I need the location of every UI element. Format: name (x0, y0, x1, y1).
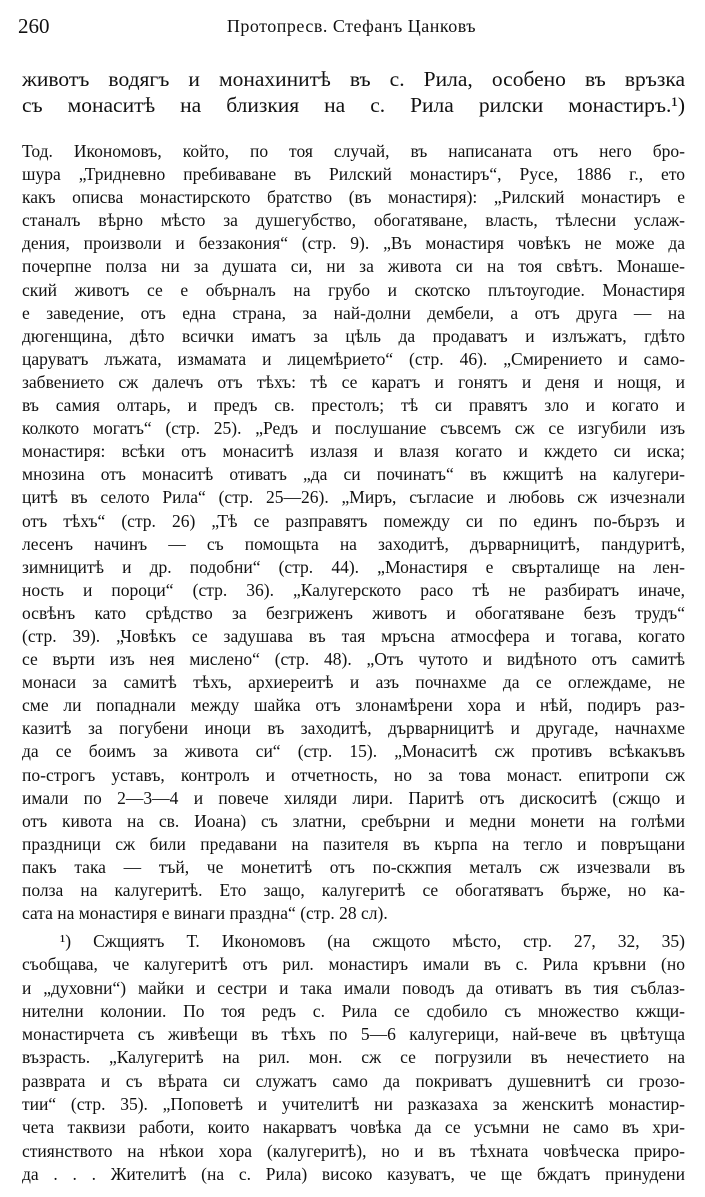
body-line: Тод. Икономовъ, който, по тоя случай, въ написаната отъ него бро- (22, 141, 685, 161)
page-number: 260 (18, 14, 50, 38)
body-line: е заведение, отъ една страна, за най-долни дембели, а отъ друга — на (22, 302, 685, 323)
body-line: какъ описва монастирското братство (въ монастиря): „Рилский монастиръ е (22, 187, 685, 208)
body-line: станалъ вѣрно мѣсто за душегубство, обогатяване, власть, тѣлесни услаж- (22, 210, 685, 231)
body-line: дения, произволи и беззакония“ (стр. 9). „Въ монастиря човѣкъ не може да (22, 233, 685, 254)
body-line: колкото могатъ“ (стр. 25). „Редъ и послушание съвсемъ сж се изгубили изъ (22, 418, 685, 439)
footnote-line: нителни колонии. По тоя редъ с. Рила се сдобило съ множество кжщи- (22, 1000, 685, 1021)
body-line: монастиря: всѣки отъ монаситѣ излазя и влазя когато и кждето си иска; (22, 441, 685, 462)
body-line: забвението сж далечъ отъ тѣхъ: тѣ се каратъ и гонятъ и деня и нощя, и (22, 371, 685, 392)
body-line: шура „Тридневно пребиваване въ Рилский монастиръ“, Русе, 1886 г., ето (22, 164, 685, 185)
body-line: почерпне полза ни за душата си, ни за живота си на тоя свѣтъ. Монаше- (22, 256, 685, 277)
footnote-line: съобщава, че калугеритѣ отъ рил. монастиръ имали въ с. Рила кръвни (но (22, 954, 685, 975)
footnote-line: тии“ (стр. 35). „Поповетѣ и учителитѣ ни разказаха за женскитѣ монастир- (22, 1094, 685, 1115)
footnote-line: разврата и съ вѣрата си служатъ само да покриватъ душевнитѣ си грозо- (22, 1070, 685, 1091)
lead-line: животъ водягъ и монахинитѣ въ с. Рила, особено въ връзка (22, 67, 685, 91)
body-line: царуватъ лъжата, измамата и лицемѣрието“ (стр. 46). „Смирението и само- (22, 348, 685, 369)
footnote-line: монастирчета съ живѣещи въ тѣхъ по 5—6 калугерици, най-вече въ цвѣтуща (22, 1024, 685, 1045)
body-line: въ самия олтарь, и предъ св. престолъ; тѣ си правятъ зло и когато и (22, 395, 685, 416)
body-line: се върти изъ нея мислено“ (стр. 48). „Отъ чутото и видѣното отъ самитѣ (22, 649, 685, 670)
separator-rule (22, 126, 322, 128)
body-line: сме ли попаднали между шайка отъ злонамѣрени хора и нѣй, подиръ раз- (22, 695, 685, 716)
body-line: дюгенщина, дѣто всички иматъ за цѣль да продаватъ и излъжатъ, гдѣто (22, 325, 685, 346)
body-paragraph (22, 140, 685, 925)
page-header (18, 14, 685, 44)
footnote-line: чета таквизи работи, които накарватъ човѣка да се усъмни не само въ хри- (22, 1117, 685, 1138)
footnote-line: да . . . Жителитѣ (на с. Рила) високо казуватъ, че ще бждатъ принудени (22, 1163, 685, 1184)
footnote-line: ¹) Сжщиятъ Т. Икономовъ (на сжщото мѣсто, стр. 27, 32, 35) (60, 931, 685, 951)
body-line: имали по 2—3—4 и повече хиляди лири. Паритѣ отъ дискоситѣ (сжщо и (22, 787, 685, 808)
body-line: казитѣ за погубени иноци въ заходитѣ, дърварницитѣ и другаде, начнахме (22, 718, 685, 739)
footnote-line: възрасть. „Калугеритѣ на рил. мон. сж се погрузили въ нечестието на (22, 1047, 685, 1068)
body-line: (стр. 39). „Човѣкъ се задушава въ тая мръсна атмосфера и тогава, когато (22, 625, 685, 646)
body-line: праздници сж били предавани на пазителя въ кърпа на тегло и повръщани (22, 833, 685, 854)
body-line: зимницитѣ и др. подобни“ (стр. 44). „Монастиря е свърталище на лен- (22, 556, 685, 577)
body-line: отъ тѣхъ“ (стр. 26) „Тѣ се разправятъ помежду си по единъ по-бързъ и (22, 510, 685, 531)
body-line: отъ кивота на св. Иоана) съ златни, сребърни и медни монети на голѣми (22, 810, 685, 831)
body-line: ский животъ се е обърналъ на грубо и скотско плътоугодие. Монастиря (22, 279, 685, 300)
body-line: лесенъ начинъ — съ помощьта на заходитѣ, дърварницитѣ, пандуритѣ, (22, 533, 685, 554)
body-line: по-строгъ уставъ, контролъ и отчетность, но за това монаст. епитропи сж (22, 764, 685, 785)
body-line: полза на калугеритѣ. Ето защо, калугеритѣ се обогатяватъ бърже, но ка- (22, 880, 685, 900)
body-line: пакъ така — тъй, че монетитѣ отъ по-скжпия металъ сж изчезвали въ (22, 856, 685, 877)
lead-line: съ монаситѣ на близкия на с. Рила рилски монастиръ.¹) (22, 93, 685, 117)
footnote-line: и „духовни“) майки и сестри и така имали поводъ да отиватъ въ тия съблаз- (22, 977, 685, 998)
body-line: да се боимъ за живота си“ (стр. 15). „Монаситѣ сж противъ всѣкакъвъ (22, 741, 685, 762)
running-head: Протопресв. Стефанъ Цанковъ (226, 16, 477, 36)
footnote-line: стиянството на нѣкои хора (калугеритѣ), но и въ тѣхната човѣческа приро- (22, 1140, 685, 1161)
body-line: мнозина отъ монаситѣ отиватъ „да си починатъ“ въ кжщитѣ на калугери- (22, 464, 685, 485)
body-line: сата на монастиря е винаги праздна“ (стр. 28 сл). (22, 903, 388, 924)
body-line: цитѣ въ селото Рила“ (стр. 25—26). „Миръ, съгласие и любовь сж изчезнали (22, 487, 685, 508)
lead-paragraph (22, 66, 685, 118)
body-line: монаси за самитѣ тѣхъ, архиереитѣ и азъ почнахме да се оглеждаме, не (22, 672, 685, 693)
footnote (22, 930, 685, 1186)
body-line: освѣнъ като срѣдство за безгриженъ животъ и обогатяване безъ трудъ“ (22, 602, 685, 623)
body-line: ность и пороци“ (стр. 36). „Калугерското расо тѣ не разбиратъ иначе, (22, 579, 685, 600)
